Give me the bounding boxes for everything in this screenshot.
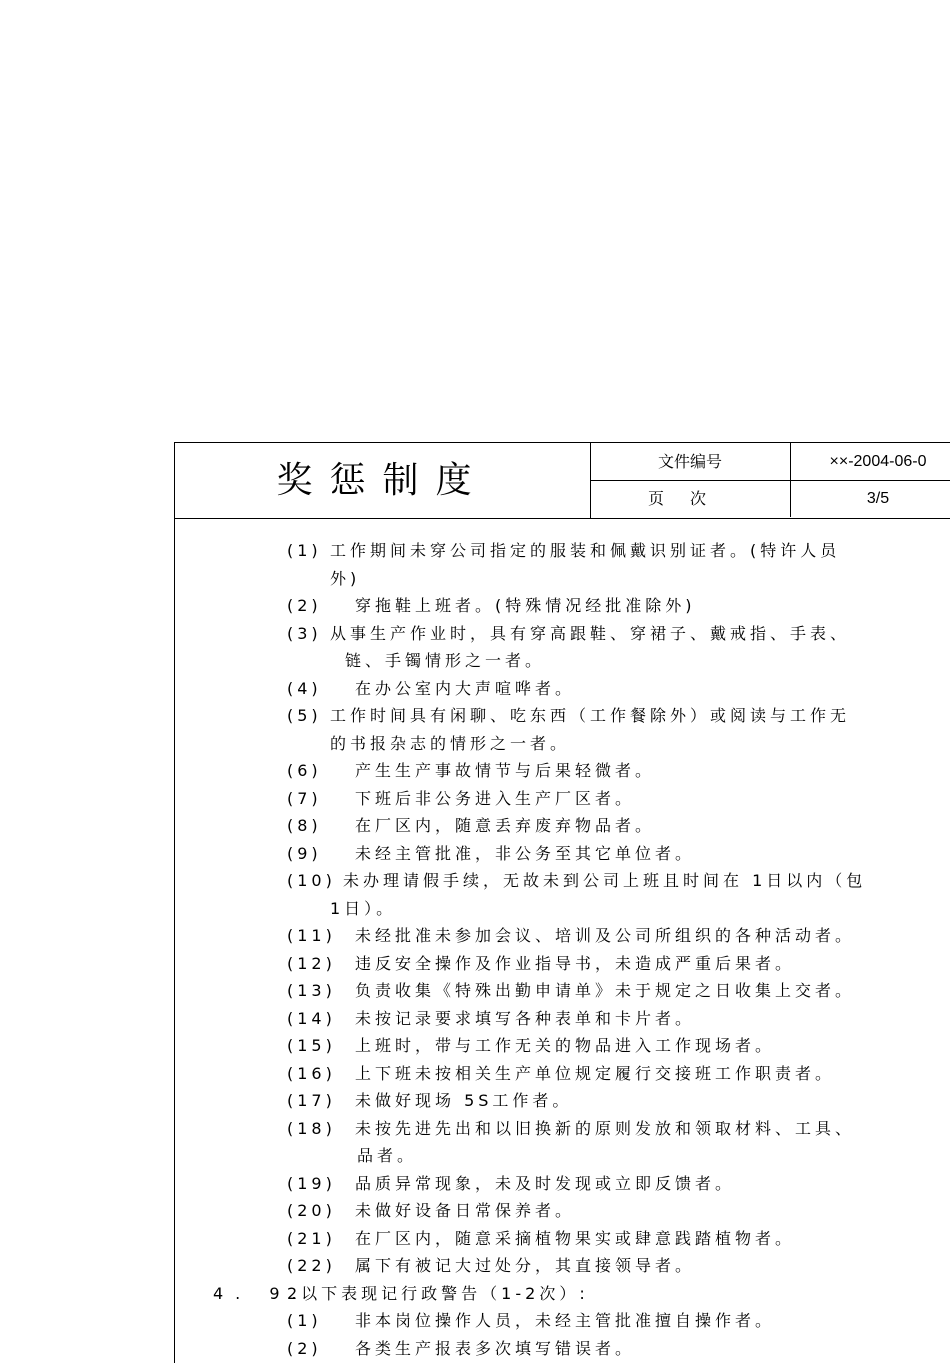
doc-number-value: ××-2004-06-0 [829, 453, 927, 470]
item-number: (18) [287, 1118, 336, 1138]
item-text: 上班时，带与工作无关的物品进入工作现场者。 [355, 1036, 776, 1055]
item-text: 上下班未按相关生产单位规定履行交接班工作职责者。 [355, 1063, 836, 1083]
page-value: 3/5 [866, 490, 890, 507]
item-number: (1) [287, 541, 322, 560]
item-text: 未经主管批准，非公务至其它单位者。 [355, 843, 696, 863]
item-number: (1) [287, 1311, 322, 1330]
item-text-continued: 链、手镯情形之一者。 [345, 651, 546, 670]
list-item [175, 537, 950, 592]
item-number: (3) [287, 623, 322, 643]
list-item [175, 922, 950, 950]
item-number: (7) [287, 788, 322, 808]
item-text: 工作时间具有闲聊、吃东西（工作餐除外）或阅读与工作无 [330, 706, 851, 725]
document-header [175, 443, 950, 519]
list-item [175, 1225, 950, 1253]
item-number: (2) [287, 1338, 322, 1358]
section-text: 2以下表现记行政警告（1-2次）: [287, 1283, 589, 1303]
list-item [175, 1197, 950, 1225]
item-text: 产生生产事故情节与后果轻微者。 [355, 761, 656, 780]
list-item [175, 620, 950, 675]
item-number: (8) [287, 816, 322, 835]
item-number: (14) [287, 1008, 336, 1028]
item-number: (13) [287, 981, 336, 1000]
item-text: 穿拖鞋上班者。(特殊情况经批准除外) [355, 596, 696, 615]
item-text-continued: 1日）。 [330, 898, 397, 918]
item-text: 未做好现场 5S工作者。 [355, 1091, 573, 1110]
list-item [175, 702, 950, 757]
item-number: (20) [287, 1201, 336, 1220]
document-title: 奖惩制度 [175, 443, 591, 518]
item-number: (6) [287, 761, 322, 780]
item-text-continued: 外) [330, 568, 361, 588]
list-item [175, 592, 950, 620]
item-number: (10) [287, 871, 336, 890]
item-number: (11) [287, 926, 336, 945]
item-number: (2) [287, 596, 322, 615]
list-item [175, 1115, 950, 1170]
section-heading [175, 1280, 950, 1308]
item-number: (22) [287, 1256, 336, 1275]
item-text: 未经批准未参加会议、培训及公司所组织的各种活动者。 [355, 926, 856, 945]
page-label: 页次 [590, 480, 791, 517]
item-text: 各类生产报表多次填写错误者。 [355, 1338, 636, 1358]
item-number: (19) [287, 1173, 336, 1193]
item-number: (21) [287, 1228, 336, 1248]
item-text: 从事生产作业时，具有穿高跟鞋、穿裙子、戴戒指、手表、 [330, 623, 851, 643]
list-item [175, 812, 950, 840]
document-frame [174, 442, 950, 1363]
section-number: 4. 9. [213, 1283, 309, 1303]
list-item [175, 1307, 950, 1335]
list-item [175, 1032, 950, 1060]
item-text: 负责收集《特殊出勤申请单》未于规定之日收集上交者。 [355, 981, 856, 1000]
list-item [175, 1335, 950, 1363]
list-item [175, 867, 950, 922]
list-item [175, 950, 950, 978]
item-text: 在厂区内，随意采摘植物果实或肆意践踏植物者。 [355, 1228, 796, 1248]
list-item [175, 1170, 950, 1198]
item-text-continued: 品者。 [357, 1146, 418, 1165]
list-item [175, 1252, 950, 1280]
item-text: 下班后非公务进入生产厂区者。 [355, 788, 636, 808]
document-body [175, 537, 950, 1362]
page-row [590, 480, 950, 517]
item-text: 未按先进先出和以旧换新的原则发放和领取材料、工具、 [355, 1118, 856, 1138]
item-text: 未按记录要求填写各种表单和卡片者。 [355, 1008, 696, 1028]
item-text: 工作期间未穿公司指定的服装和佩戴识别证者。(特许人员 [330, 541, 841, 560]
item-text: 在办公室内大声喧哗者。 [355, 678, 576, 698]
item-text: 非本岗位操作人员，未经主管批准擅自操作者。 [355, 1311, 776, 1330]
doc-number-label: 文件编号 [590, 443, 791, 480]
list-item [175, 675, 950, 703]
item-text: 品质异常现象，未及时发现或立即反馈者。 [355, 1173, 736, 1193]
item-number: (5) [287, 706, 322, 725]
item-text: 违反安全操作及作业指导书，未造成严重后果者。 [355, 953, 796, 973]
item-number: (16) [287, 1063, 336, 1083]
item-text: 在厂区内，随意丢弃废弃物品者。 [355, 816, 656, 835]
item-text-continued: 的书报杂志的情形之一者。 [330, 733, 571, 753]
doc-number-row [590, 443, 950, 481]
item-text: 属下有被记大过处分，其直接领导者。 [355, 1256, 696, 1275]
list-item [175, 1087, 950, 1115]
item-number: (17) [287, 1091, 336, 1110]
list-item [175, 977, 950, 1005]
item-number: (9) [287, 843, 322, 863]
item-text: 未办理请假手续，无故未到公司上班且时间在 1日以内（包 [343, 871, 867, 890]
list-item [175, 1005, 950, 1033]
list-item [175, 840, 950, 868]
item-number: (12) [287, 953, 336, 973]
item-text: 未做好设备日常保养者。 [355, 1201, 576, 1220]
list-item [175, 785, 950, 813]
list-item [175, 757, 950, 785]
item-number: (4) [287, 678, 322, 698]
item-number: (15) [287, 1036, 336, 1055]
list-item [175, 1060, 950, 1088]
